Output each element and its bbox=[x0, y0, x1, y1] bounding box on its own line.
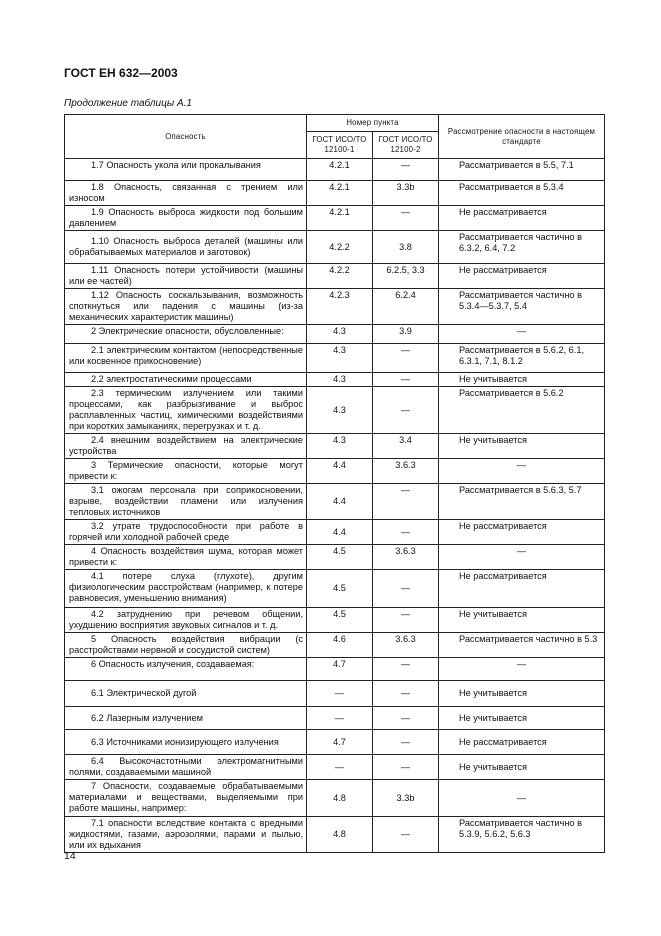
table-row bbox=[65, 681, 605, 707]
consideration-cell: Рассматривается в 5.6.3, 5.7 bbox=[439, 484, 605, 520]
table-row bbox=[65, 780, 605, 817]
hazard-cell: 2.2 электростатическими процессами bbox=[65, 373, 307, 387]
iso-12100-2-cell: — bbox=[373, 658, 439, 681]
iso-12100-2-cell: 6.2.4 bbox=[373, 289, 439, 325]
table-row bbox=[65, 159, 605, 181]
iso-12100-1-cell: 4.2.1 bbox=[307, 181, 373, 206]
consideration-cell: Рассматривается в 5.6.2, 6.1, 6.3.1, 7.1, 8.1.2 bbox=[439, 344, 605, 373]
iso-12100-2-cell: — bbox=[373, 730, 439, 755]
hazard-cell: 3.2 утрате трудоспособности при работе в горячей или холодной рабочей среде bbox=[65, 520, 307, 545]
consideration-cell: Рассматривается частично в 5.3.9, 5.6.2, 5.6.3 bbox=[439, 817, 605, 853]
consideration-cell: Не учитывается bbox=[439, 434, 605, 459]
iso-12100-1-cell: 4.3 bbox=[307, 344, 373, 373]
table-row bbox=[65, 545, 605, 570]
iso-12100-1-cell: 4.3 bbox=[307, 434, 373, 459]
consideration-cell: — bbox=[439, 658, 605, 681]
column-header-item-number: Номер пункта bbox=[307, 115, 439, 132]
iso-12100-1-cell: 4.4 bbox=[307, 484, 373, 520]
iso-12100-2-cell: 3.4 bbox=[373, 434, 439, 459]
hazard-cell: 5 Опасность воздействия вибрации (с расстройствами нервной и сосудистой систем) bbox=[65, 633, 307, 658]
iso-12100-1-cell: 4.8 bbox=[307, 817, 373, 853]
iso-12100-2-cell: 3.9 bbox=[373, 325, 439, 344]
column-header-iso-12100-1: ГОСТ ИСО/ТО 12100-1 bbox=[307, 132, 373, 159]
consideration-cell: — bbox=[439, 545, 605, 570]
iso-12100-1-cell: 4.4 bbox=[307, 459, 373, 484]
hazard-cell: 2.3 термическим излучением или такими процессами, как разбрызгивание и выброс расплавленных частиц, химическими воздействиями при коротких замыканиях, перегрузках и т. д. bbox=[65, 387, 307, 434]
iso-12100-2-cell: — bbox=[373, 159, 439, 181]
table-row bbox=[65, 206, 605, 231]
iso-12100-2-cell: — bbox=[373, 387, 439, 434]
iso-12100-2-cell: 3.6.3 bbox=[373, 633, 439, 658]
table-row bbox=[65, 459, 605, 484]
iso-12100-2-cell: — bbox=[373, 570, 439, 608]
iso-12100-1-cell: 4.3 bbox=[307, 325, 373, 344]
column-header-iso-12100-2: ГОСТ ИСО/ТО 12100-2 bbox=[373, 132, 439, 159]
hazard-cell: 6.3 Источниками ионизирующего излучения bbox=[65, 730, 307, 755]
consideration-cell: Не рассматривается bbox=[439, 264, 605, 289]
table-row bbox=[65, 264, 605, 289]
consideration-cell: Рассматривается частично в 5.3 bbox=[439, 633, 605, 658]
table-row bbox=[65, 289, 605, 325]
iso-12100-1-cell: 4.2.2 bbox=[307, 264, 373, 289]
hazards-table bbox=[64, 114, 605, 853]
iso-12100-1-cell: 4.5 bbox=[307, 608, 373, 633]
consideration-cell: Рассматривается в 5.5, 7.1 bbox=[439, 159, 605, 181]
hazard-cell: 7 Опасности, создаваемые обрабатываемыми материалами и веществами, выделяемыми при работе машины, например: bbox=[65, 780, 307, 817]
hazard-cell: 6.2 Лазерным излучением bbox=[65, 707, 307, 730]
consideration-cell: — bbox=[439, 780, 605, 817]
iso-12100-1-cell: 4.2.2 bbox=[307, 231, 373, 264]
table-row bbox=[65, 633, 605, 658]
iso-12100-2-cell: — bbox=[373, 707, 439, 730]
iso-12100-2-cell: — bbox=[373, 206, 439, 231]
iso-12100-1-cell: 4.7 bbox=[307, 658, 373, 681]
hazard-cell: 1.12 Опасность соскальзывания, возможность споткнуться или падения с машины (из-за механических характеристик машины) bbox=[65, 289, 307, 325]
hazard-cell: 4.2 затруднению при речевом общении, ухудшению восприятия звуковых сигналов и т. д. bbox=[65, 608, 307, 633]
hazard-cell: 1.10 Опасность выброса деталей (машины или обрабатываемых материалов и заготовок) bbox=[65, 231, 307, 264]
iso-12100-2-cell: 3.6.3 bbox=[373, 459, 439, 484]
iso-12100-2-cell: 3.8 bbox=[373, 231, 439, 264]
iso-12100-2-cell: — bbox=[373, 608, 439, 633]
iso-12100-1-cell: 4.5 bbox=[307, 545, 373, 570]
hazard-cell: 7.1 опасности вследствие контакта с вредными жидкостями, газами, аэрозолями, парами и пылью, или их вдыхания bbox=[65, 817, 307, 853]
consideration-cell: Не учитывается bbox=[439, 373, 605, 387]
hazard-cell: 3.1 ожогам персонала при соприкосновении, взрыве, воздействии пламени или излучения тепловых источников bbox=[65, 484, 307, 520]
iso-12100-1-cell: 4.2.1 bbox=[307, 159, 373, 181]
iso-12100-1-cell: 4.2.1 bbox=[307, 206, 373, 231]
iso-12100-2-cell: — bbox=[373, 681, 439, 707]
table-row bbox=[65, 658, 605, 681]
consideration-cell: Рассматривается частично в 6.3.2, 6.4, 7.2 bbox=[439, 231, 605, 264]
iso-12100-2-cell: — bbox=[373, 373, 439, 387]
table-row bbox=[65, 608, 605, 633]
table-continuation-caption: Продолжение таблицы А.1 bbox=[64, 98, 192, 109]
consideration-cell: Не рассматривается bbox=[439, 570, 605, 608]
hazard-cell: 6 Опасность излучения, создаваемая: bbox=[65, 658, 307, 681]
hazard-cell: 1.7 Опасность укола или прокалывания bbox=[65, 159, 307, 181]
iso-12100-2-cell: 3.3b bbox=[373, 181, 439, 206]
hazard-cell: 1.8 Опасность, связанная с трением или износом bbox=[65, 181, 307, 206]
consideration-cell: Не рассматривается bbox=[439, 730, 605, 755]
table-row bbox=[65, 344, 605, 373]
column-header-hazard: Опасность bbox=[65, 115, 307, 159]
iso-12100-2-cell: 6.2.5, 3.3 bbox=[373, 264, 439, 289]
table-body bbox=[65, 159, 605, 853]
consideration-cell: Рассматривается частично в 5.3.4—5.3.7, 5.4 bbox=[439, 289, 605, 325]
hazard-cell: 2.1 электрическим контактом (непосредственные или косвенное прикосновение) bbox=[65, 344, 307, 373]
table-row bbox=[65, 817, 605, 853]
table-row bbox=[65, 484, 605, 520]
hazard-cell: 6.4 Высокочастотными электромагнитными полями, создаваемыми машиной bbox=[65, 755, 307, 780]
iso-12100-2-cell: — bbox=[373, 520, 439, 545]
iso-12100-1-cell: — bbox=[307, 681, 373, 707]
hazard-cell: 1.11 Опасность потери устойчивости (машины или ее частей) bbox=[65, 264, 307, 289]
consideration-cell: Рассматривается в 5.6.2 bbox=[439, 387, 605, 434]
iso-12100-2-cell: — bbox=[373, 755, 439, 780]
table-row bbox=[65, 231, 605, 264]
standard-title: ГОСТ ЕН 632—2003 bbox=[64, 66, 178, 80]
table-row bbox=[65, 373, 605, 387]
table-row bbox=[65, 387, 605, 434]
iso-12100-1-cell: 4.6 bbox=[307, 633, 373, 658]
iso-12100-2-cell: 3.3b bbox=[373, 780, 439, 817]
iso-12100-2-cell: — bbox=[373, 484, 439, 520]
hazard-cell: 6.1 Электрической дугой bbox=[65, 681, 307, 707]
table-row bbox=[65, 325, 605, 344]
iso-12100-1-cell: — bbox=[307, 755, 373, 780]
consideration-cell: Не учитывается bbox=[439, 707, 605, 730]
iso-12100-1-cell: 4.8 bbox=[307, 780, 373, 817]
iso-12100-1-cell: 4.3 bbox=[307, 373, 373, 387]
consideration-cell: Не рассматривается bbox=[439, 520, 605, 545]
page-number: 14 bbox=[64, 850, 76, 862]
iso-12100-2-cell: — bbox=[373, 817, 439, 853]
iso-12100-1-cell: 4.3 bbox=[307, 387, 373, 434]
consideration-cell: Не рассматривается bbox=[439, 206, 605, 231]
iso-12100-1-cell: 4.4 bbox=[307, 520, 373, 545]
consideration-cell: — bbox=[439, 325, 605, 344]
consideration-cell: Не учитывается bbox=[439, 681, 605, 707]
hazard-cell: 3 Термические опасности, которые могут привести к: bbox=[65, 459, 307, 484]
iso-12100-2-cell: — bbox=[373, 344, 439, 373]
hazard-cell: 2 Электрические опасности, обусловленные: bbox=[65, 325, 307, 344]
consideration-cell: — bbox=[439, 459, 605, 484]
iso-12100-2-cell: 3.6.3 bbox=[373, 545, 439, 570]
hazard-cell: 4.1 потере слуха (глухоте), другим физиологическим расстройствам (например, к потере равновесия, уменьшению внимания) bbox=[65, 570, 307, 608]
iso-12100-1-cell: 4.7 bbox=[307, 730, 373, 755]
hazard-cell: 1.9 Опасность выброса жидкости под большим давлением bbox=[65, 206, 307, 231]
hazard-cell: 4 Опасность воздействия шума, которая может привести к: bbox=[65, 545, 307, 570]
iso-12100-1-cell: 4.2.3 bbox=[307, 289, 373, 325]
consideration-cell: Рассматривается в 5.3.4 bbox=[439, 181, 605, 206]
iso-12100-1-cell: — bbox=[307, 707, 373, 730]
table-row bbox=[65, 707, 605, 730]
table-row bbox=[65, 570, 605, 608]
consideration-cell: Не учитывается bbox=[439, 608, 605, 633]
table-row bbox=[65, 520, 605, 545]
column-header-consideration: Рассмотрение опасности в настоящем стандарте bbox=[439, 115, 605, 159]
table-row bbox=[65, 755, 605, 780]
table-row bbox=[65, 730, 605, 755]
table-row bbox=[65, 434, 605, 459]
iso-12100-1-cell: 4.5 bbox=[307, 570, 373, 608]
hazard-cell: 2.4 внешним воздействием на электрические устройства bbox=[65, 434, 307, 459]
consideration-cell: Не учитывается bbox=[439, 755, 605, 780]
table-row bbox=[65, 181, 605, 206]
